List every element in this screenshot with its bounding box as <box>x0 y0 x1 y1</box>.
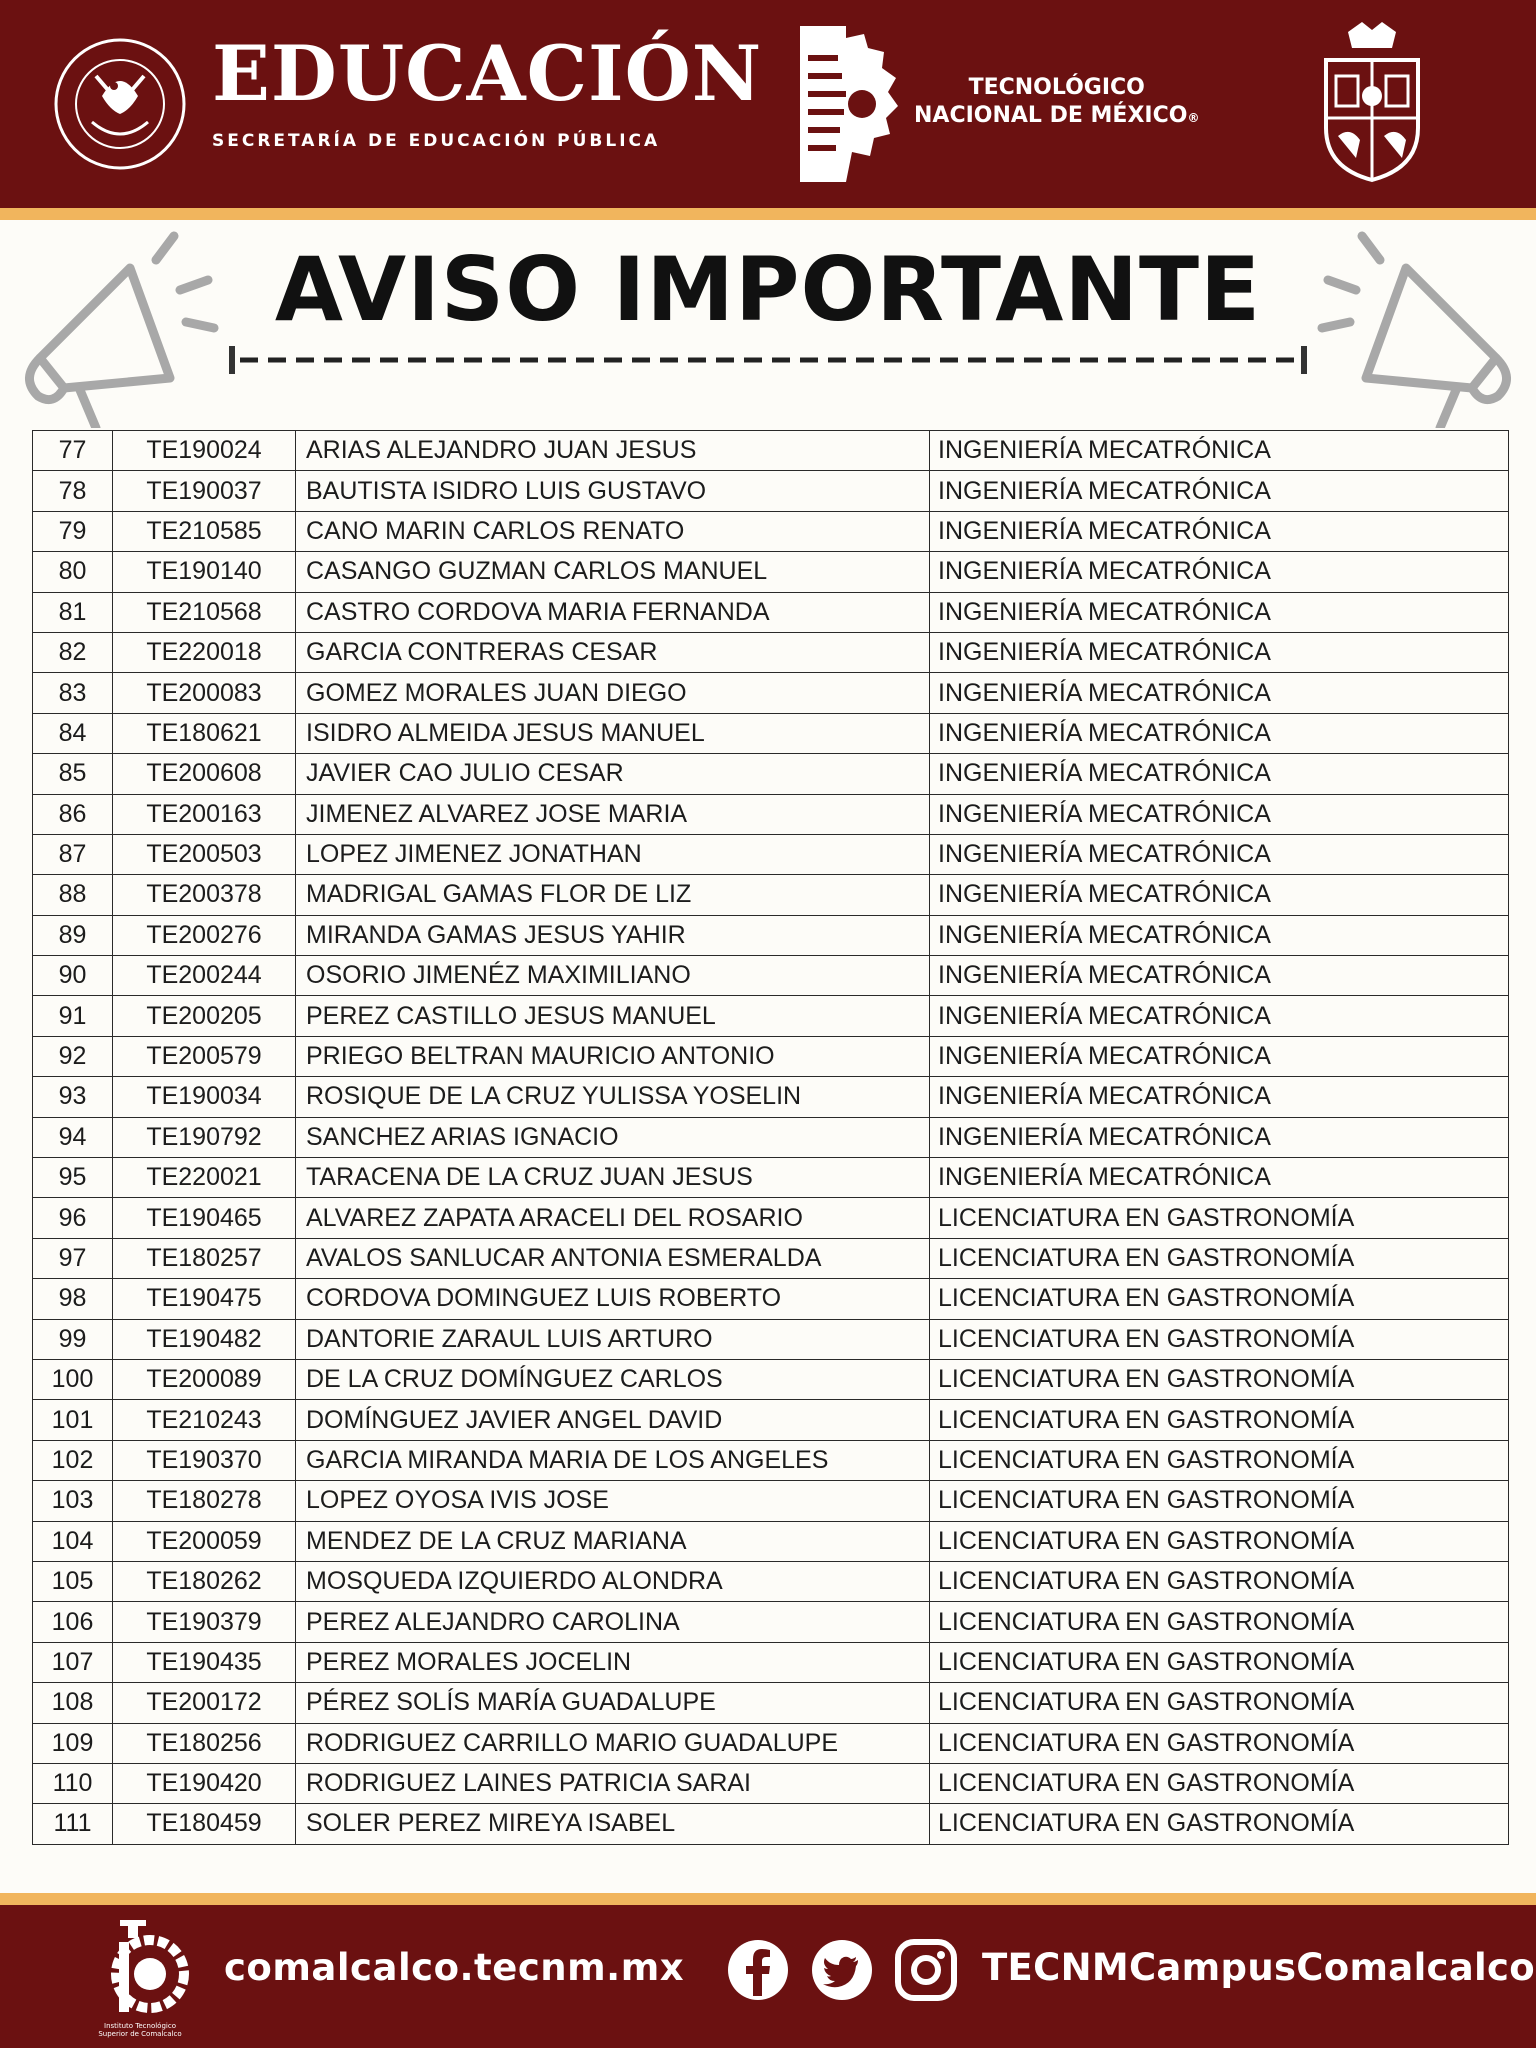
table-row <box>33 1077 1509 1117</box>
program-cell: LICENCIATURA EN GASTRONOMÍA <box>930 1359 1509 1399</box>
table-row <box>33 632 1509 672</box>
row-number-cell: 105 <box>33 1561 113 1601</box>
tecnm-name-line2: NACIONAL DE MÉXICO® <box>914 103 1200 128</box>
row-number-cell: 97 <box>33 1238 113 1278</box>
student-name-cell: CASTRO CORDOVA MARIA FERNANDA <box>296 592 930 632</box>
student-name-cell: CORDOVA DOMINGUEZ LUIS ROBERTO <box>296 1279 930 1319</box>
row-number-cell: 109 <box>33 1723 113 1763</box>
footer-accent-stripe <box>0 1893 1536 1905</box>
row-number-cell: 87 <box>33 834 113 874</box>
control-number-cell: TE200503 <box>113 834 296 874</box>
facebook-icon[interactable] <box>726 1938 790 2002</box>
program-cell: INGENIERÍA MECATRÓNICA <box>930 754 1509 794</box>
row-number-cell: 108 <box>33 1683 113 1723</box>
row-number-cell: 95 <box>33 1158 113 1198</box>
table-row <box>33 1440 1509 1480</box>
program-cell: INGENIERÍA MECATRÓNICA <box>930 713 1509 753</box>
table-row <box>33 1359 1509 1399</box>
row-number-cell: 80 <box>33 552 113 592</box>
table-row <box>33 1683 1509 1723</box>
program-cell: LICENCIATURA EN GASTRONOMÍA <box>930 1319 1509 1359</box>
program-cell: LICENCIATURA EN GASTRONOMÍA <box>930 1481 1509 1521</box>
control-number-cell: TE190140 <box>113 552 296 592</box>
program-cell: LICENCIATURA EN GASTRONOMÍA <box>930 1521 1509 1561</box>
table-row <box>33 1642 1509 1682</box>
student-name-cell: PRIEGO BELTRAN MAURICIO ANTONIO <box>296 1036 930 1076</box>
control-number-cell: TE180256 <box>113 1723 296 1763</box>
control-number-cell: TE190024 <box>113 431 296 471</box>
row-number-cell: 91 <box>33 996 113 1036</box>
control-number-cell: TE220018 <box>113 632 296 672</box>
program-cell: INGENIERÍA MECATRÓNICA <box>930 552 1509 592</box>
control-number-cell: TE210585 <box>113 511 296 551</box>
student-name-cell: ARIAS ALEJANDRO JUAN JESUS <box>296 431 930 471</box>
control-number-cell: TE200163 <box>113 794 296 834</box>
control-number-cell: TE200059 <box>113 1521 296 1561</box>
table-row <box>33 1804 1509 1844</box>
control-number-cell: TE180278 <box>113 1481 296 1521</box>
student-name-cell: MIRANDA GAMAS JESUS YAHIR <box>296 915 930 955</box>
control-number-cell: TE190034 <box>113 1077 296 1117</box>
table-row <box>33 1481 1509 1521</box>
row-number-cell: 86 <box>33 794 113 834</box>
program-cell: INGENIERÍA MECATRÓNICA <box>930 511 1509 551</box>
control-number-cell: TE200089 <box>113 1359 296 1399</box>
program-cell: LICENCIATURA EN GASTRONOMÍA <box>930 1561 1509 1601</box>
row-number-cell: 104 <box>33 1521 113 1561</box>
control-number-cell: TE220021 <box>113 1158 296 1198</box>
control-number-cell: TE200083 <box>113 673 296 713</box>
program-cell: LICENCIATURA EN GASTRONOMÍA <box>930 1683 1509 1723</box>
student-name-cell: SOLER PEREZ MIREYA ISABEL <box>296 1804 930 1844</box>
table-row <box>33 1723 1509 1763</box>
tecnm-name <box>914 74 1199 132</box>
student-name-cell: SANCHEZ ARIAS IGNACIO <box>296 1117 930 1157</box>
itc-caption: Instituto Tecnológico Superior de Comalcalco <box>98 2022 182 2038</box>
control-number-cell: TE180257 <box>113 1238 296 1278</box>
program-cell: LICENCIATURA EN GASTRONOMÍA <box>930 1642 1509 1682</box>
program-cell: LICENCIATURA EN GASTRONOMÍA <box>930 1804 1509 1844</box>
table-row <box>33 1198 1509 1238</box>
control-number-cell: TE200378 <box>113 875 296 915</box>
program-cell: INGENIERÍA MECATRÓNICA <box>930 431 1509 471</box>
table-row <box>33 592 1509 632</box>
instagram-icon[interactable] <box>894 1938 958 2002</box>
mexico-seal-icon <box>52 36 188 172</box>
page-title: AVISO IMPORTANTE <box>274 238 1262 341</box>
student-name-cell: LOPEZ JIMENEZ JONATHAN <box>296 834 930 874</box>
program-cell: INGENIERÍA MECATRÓNICA <box>930 956 1509 996</box>
row-number-cell: 83 <box>33 673 113 713</box>
table-row <box>33 552 1509 592</box>
student-name-cell: PEREZ CASTILLO JESUS MANUEL <box>296 996 930 1036</box>
student-table-body <box>33 431 1509 1845</box>
tecnm-name-line1: TECNOLÓGICO <box>968 75 1145 100</box>
program-cell: INGENIERÍA MECATRÓNICA <box>930 1077 1509 1117</box>
control-number-cell: TE190482 <box>113 1319 296 1359</box>
program-cell: INGENIERÍA MECATRÓNICA <box>930 1117 1509 1157</box>
row-number-cell: 92 <box>33 1036 113 1076</box>
tecnm-logo-icon <box>786 18 904 190</box>
table-row <box>33 956 1509 996</box>
student-table <box>32 430 1508 1845</box>
row-number-cell: 107 <box>33 1642 113 1682</box>
program-cell: INGENIERÍA MECATRÓNICA <box>930 794 1509 834</box>
student-name-cell: CANO MARIN CARLOS RENATO <box>296 511 930 551</box>
control-number-cell: TE210568 <box>113 592 296 632</box>
program-cell: INGENIERÍA MECATRÓNICA <box>930 1036 1509 1076</box>
program-cell: LICENCIATURA EN GASTRONOMÍA <box>930 1602 1509 1642</box>
program-cell: INGENIERÍA MECATRÓNICA <box>930 632 1509 672</box>
education-title: EDUCACIÓN <box>212 29 763 118</box>
row-number-cell: 82 <box>33 632 113 672</box>
control-number-cell: TE180262 <box>113 1561 296 1601</box>
program-cell: INGENIERÍA MECATRÓNICA <box>930 1158 1509 1198</box>
student-name-cell: OSORIO JIMENÉZ MAXIMILIANO <box>296 956 930 996</box>
row-number-cell: 96 <box>33 1198 113 1238</box>
student-name-cell: JAVIER CAO JULIO CESAR <box>296 754 930 794</box>
table-row <box>33 996 1509 1036</box>
education-subtitle: SECRETARÍA DE EDUCACIÓN PÚBLICA <box>212 131 661 151</box>
student-name-cell: ALVAREZ ZAPATA ARACELI DEL ROSARIO <box>296 1198 930 1238</box>
row-number-cell: 90 <box>33 956 113 996</box>
program-cell: LICENCIATURA EN GASTRONOMÍA <box>930 1198 1509 1238</box>
row-number-cell: 78 <box>33 471 113 511</box>
twitter-icon[interactable] <box>810 1938 874 2002</box>
program-cell: LICENCIATURA EN GASTRONOMÍA <box>930 1723 1509 1763</box>
student-name-cell: GOMEZ MORALES JUAN DIEGO <box>296 673 930 713</box>
table-row <box>33 1400 1509 1440</box>
program-cell: INGENIERÍA MECATRÓNICA <box>930 673 1509 713</box>
row-number-cell: 84 <box>33 713 113 753</box>
student-name-cell: RODRIGUEZ CARRILLO MARIO GUADALUPE <box>296 1723 930 1763</box>
control-number-cell: TE190370 <box>113 1440 296 1480</box>
table-row <box>33 713 1509 753</box>
table-row <box>33 431 1509 471</box>
row-number-cell: 99 <box>33 1319 113 1359</box>
title-dashed-underline <box>228 340 1308 380</box>
control-number-cell: TE180459 <box>113 1804 296 1844</box>
program-cell: INGENIERÍA MECATRÓNICA <box>930 875 1509 915</box>
student-name-cell: DE LA CRUZ DOMÍNGUEZ CARLOS <box>296 1359 930 1399</box>
table-row <box>33 511 1509 551</box>
row-number-cell: 106 <box>33 1602 113 1642</box>
table-row <box>33 834 1509 874</box>
program-cell: INGENIERÍA MECATRÓNICA <box>930 592 1509 632</box>
row-number-cell: 88 <box>33 875 113 915</box>
control-number-cell: TE190037 <box>113 471 296 511</box>
program-cell: LICENCIATURA EN GASTRONOMÍA <box>930 1400 1509 1440</box>
table-row <box>33 754 1509 794</box>
table-row <box>33 471 1509 511</box>
student-name-cell: PÉREZ SOLÍS MARÍA GUADALUPE <box>296 1683 930 1723</box>
student-name-cell: GARCIA MIRANDA MARIA DE LOS ANGELES <box>296 1440 930 1480</box>
control-number-cell: TE190435 <box>113 1642 296 1682</box>
student-name-cell: MOSQUEDA IZQUIERDO ALONDRA <box>296 1561 930 1601</box>
table-row <box>33 673 1509 713</box>
program-cell: LICENCIATURA EN GASTRONOMÍA <box>930 1440 1509 1480</box>
table-row <box>33 875 1509 915</box>
row-number-cell: 103 <box>33 1481 113 1521</box>
control-number-cell: TE200244 <box>113 956 296 996</box>
student-name-cell: PEREZ ALEJANDRO CAROLINA <box>296 1602 930 1642</box>
control-number-cell: TE200205 <box>113 996 296 1036</box>
program-cell: LICENCIATURA EN GASTRONOMÍA <box>930 1763 1509 1803</box>
row-number-cell: 102 <box>33 1440 113 1480</box>
table-row <box>33 1319 1509 1359</box>
row-number-cell: 93 <box>33 1077 113 1117</box>
control-number-cell: TE200276 <box>113 915 296 955</box>
table-row <box>33 915 1509 955</box>
program-cell: INGENIERÍA MECATRÓNICA <box>930 834 1509 874</box>
student-name-cell: CASANGO GUZMAN CARLOS MANUEL <box>296 552 930 592</box>
student-name-cell: GARCIA CONTRERAS CESAR <box>296 632 930 672</box>
student-name-cell: JIMENEZ ALVAREZ JOSE MARIA <box>296 794 930 834</box>
row-number-cell: 101 <box>33 1400 113 1440</box>
program-cell: INGENIERÍA MECATRÓNICA <box>930 996 1509 1036</box>
header-accent-stripe <box>0 208 1536 220</box>
student-name-cell: DOMÍNGUEZ JAVIER ANGEL DAVID <box>296 1400 930 1440</box>
control-number-cell: TE190379 <box>113 1602 296 1642</box>
student-name-cell: ROSIQUE DE LA CRUZ YULISSA YOSELIN <box>296 1077 930 1117</box>
row-number-cell: 81 <box>33 592 113 632</box>
student-name-cell: DANTORIE ZARAUL LUIS ARTURO <box>296 1319 930 1359</box>
control-number-cell: TE190792 <box>113 1117 296 1157</box>
control-number-cell: TE190475 <box>113 1279 296 1319</box>
table-row <box>33 1602 1509 1642</box>
student-name-cell: TARACENA DE LA CRUZ JUAN JESUS <box>296 1158 930 1198</box>
control-number-cell: TE200579 <box>113 1036 296 1076</box>
student-name-cell: RODRIGUEZ LAINES PATRICIA SARAI <box>296 1763 930 1803</box>
itc-comalcalco-logo-icon <box>84 1912 194 2036</box>
website-link[interactable]: comalcalco.tecnm.mx <box>224 1946 685 1989</box>
program-cell: INGENIERÍA MECATRÓNICA <box>930 915 1509 955</box>
social-handle[interactable]: TECNMCampusComalcalco <box>982 1946 1535 1989</box>
student-name-cell: LOPEZ OYOSA IVIS JOSE <box>296 1481 930 1521</box>
table-row <box>33 1036 1509 1076</box>
student-name-cell: MADRIGAL GAMAS FLOR DE LIZ <box>296 875 930 915</box>
row-number-cell: 98 <box>33 1279 113 1319</box>
table-row <box>33 794 1509 834</box>
student-name-cell: BAUTISTA ISIDRO LUIS GUSTAVO <box>296 471 930 511</box>
table-row <box>33 1521 1509 1561</box>
table-row <box>33 1561 1509 1601</box>
row-number-cell: 111 <box>33 1804 113 1844</box>
table-row <box>33 1763 1509 1803</box>
student-name-cell: MENDEZ DE LA CRUZ MARIANA <box>296 1521 930 1561</box>
control-number-cell: TE200608 <box>113 754 296 794</box>
control-number-cell: TE210243 <box>113 1400 296 1440</box>
table-row <box>33 1238 1509 1278</box>
row-number-cell: 100 <box>33 1359 113 1399</box>
row-number-cell: 94 <box>33 1117 113 1157</box>
table-row <box>33 1117 1509 1157</box>
student-name-cell: PEREZ MORALES JOCELIN <box>296 1642 930 1682</box>
program-cell: LICENCIATURA EN GASTRONOMÍA <box>930 1279 1509 1319</box>
student-name-cell: ISIDRO ALMEIDA JESUS MANUEL <box>296 713 930 753</box>
row-number-cell: 77 <box>33 431 113 471</box>
coat-of-arms-icon <box>1318 18 1426 186</box>
program-cell: INGENIERÍA MECATRÓNICA <box>930 471 1509 511</box>
row-number-cell: 89 <box>33 915 113 955</box>
table-row <box>33 1158 1509 1198</box>
control-number-cell: TE190465 <box>113 1198 296 1238</box>
control-number-cell: TE190420 <box>113 1763 296 1803</box>
program-cell: LICENCIATURA EN GASTRONOMÍA <box>930 1238 1509 1278</box>
student-name-cell: AVALOS SANLUCAR ANTONIA ESMERALDA <box>296 1238 930 1278</box>
control-number-cell: TE200172 <box>113 1683 296 1723</box>
control-number-cell: TE180621 <box>113 713 296 753</box>
row-number-cell: 79 <box>33 511 113 551</box>
row-number-cell: 110 <box>33 1763 113 1803</box>
row-number-cell: 85 <box>33 754 113 794</box>
table-row <box>33 1279 1509 1319</box>
